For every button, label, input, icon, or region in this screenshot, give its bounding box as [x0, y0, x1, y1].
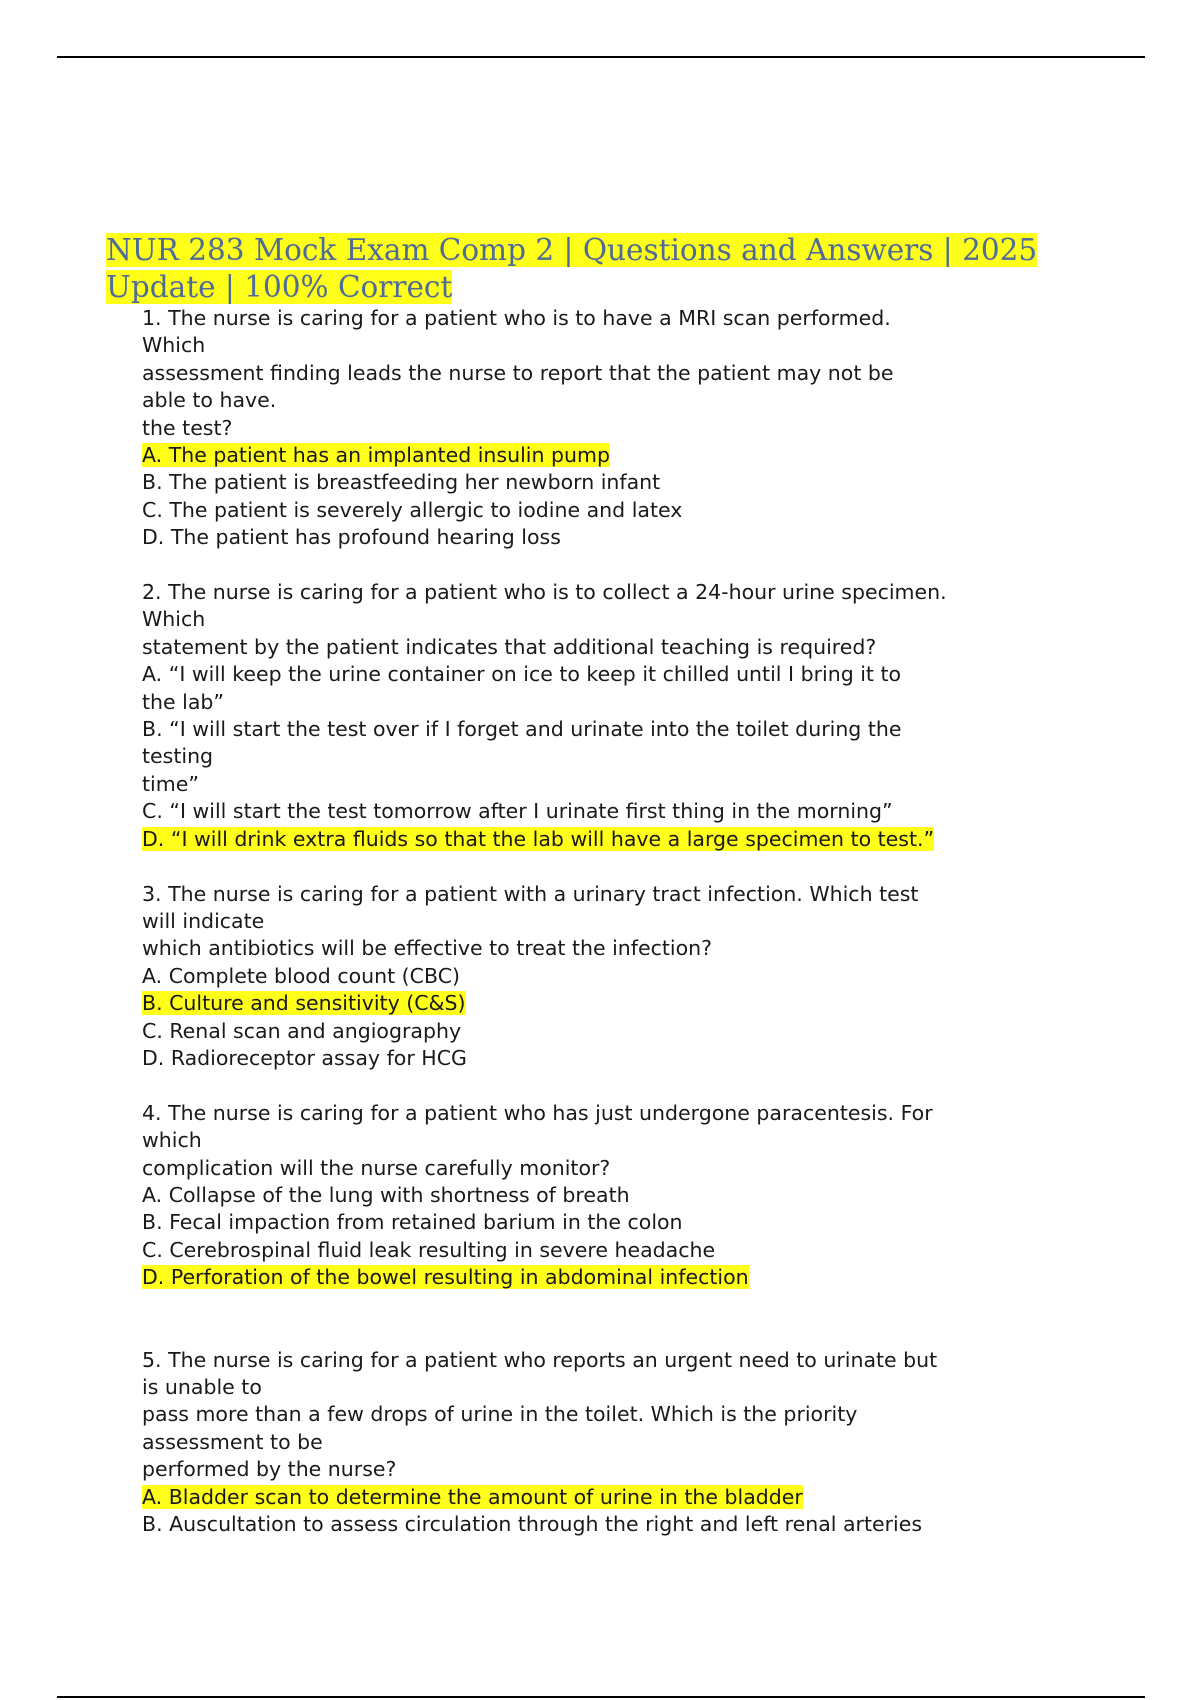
- question-stem-line: is unable to: [142, 1374, 262, 1399]
- question-stem-line: assessment finding leads the nurse to report that the patient may not be: [142, 360, 894, 385]
- question-stem-line: performed by the nurse?: [142, 1457, 397, 1482]
- answer-option-b-cont: time”: [142, 771, 199, 796]
- question-stem-line: 5. The nurse is caring for a patient who reports an urgent need to urinate but: [142, 1347, 938, 1372]
- answer-option-b: B. Auscultation to assess circulation through the right and left renal arteries: [142, 1512, 923, 1537]
- answer-option-a: A. Collapse of the lung with shortness of breath: [142, 1182, 630, 1207]
- answer-option-d: D. Radioreceptor assay for HCG: [142, 1045, 467, 1070]
- question-stem-line: the test?: [142, 415, 233, 440]
- answer-option-b: B. The patient is breastfeeding her newborn infant: [142, 470, 661, 495]
- question-stem-line: Which: [142, 607, 206, 632]
- answer-option-a-correct: A. Bladder scan to determine the amount of urine in the bladder: [142, 1484, 803, 1509]
- question-stem-line: pass more than a few drops of urine in the toilet. Which is the priority: [142, 1402, 858, 1427]
- answer-option-c: C. Cerebrospinal fluid leak resulting in severe headache: [142, 1237, 716, 1262]
- answer-option-c: C. The patient is severely allergic to iodine and latex: [142, 497, 683, 522]
- answer-option-a: A. Complete blood count (CBC): [142, 963, 461, 988]
- answer-option-c: C. Renal scan and angiography: [142, 1018, 462, 1043]
- answer-option-a-cont: the lab”: [142, 689, 225, 714]
- question-stem-line: 3. The nurse is caring for a patient with a urinary tract infection. Which test: [142, 881, 919, 906]
- answer-option-c: C. “I will start the test tomorrow after I urinate first thing in the morning”: [142, 799, 893, 824]
- answer-option-d-correct: D. “I will drink extra fluids so that the lab will have a large specimen to test.”: [142, 826, 935, 851]
- answer-option-d: D. The patient has profound hearing loss: [142, 525, 561, 550]
- question-stem-line: Which: [142, 333, 206, 358]
- question-stem-line: able to have.: [142, 388, 277, 413]
- question-stem-line: which: [142, 1128, 202, 1153]
- question-stem-line: 1. The nurse is caring for a patient who is to have a MRI scan performed.: [142, 306, 891, 330]
- question-stem-line: 2. The nurse is caring for a patient who is to collect a 24-hour urine specimen.: [142, 580, 947, 605]
- question-1: [142, 305, 1072, 552]
- answer-option-b: B. Fecal impaction from retained barium in the colon: [142, 1210, 683, 1235]
- question-stem-line: will indicate: [142, 908, 265, 933]
- question-2: [142, 579, 1072, 853]
- answer-option-b-cont: testing: [142, 744, 214, 769]
- title-line-1: NUR 283 Mock Exam Comp 2 | Questions and Answers | 2025: [106, 233, 1038, 267]
- bottom-rule: [57, 1696, 1145, 1698]
- answer-option-b: B. “I will start the test over if I forget and urinate into the toilet during the: [142, 717, 902, 742]
- answer-option-b-correct: B. Culture and sensitivity (C&S): [142, 991, 466, 1016]
- question-4: [142, 1100, 1072, 1292]
- question-stem-line: complication will the nurse carefully monitor?: [142, 1155, 611, 1180]
- top-rule: [57, 56, 1145, 58]
- answer-option-a-correct: A. The patient has an implanted insulin pump: [142, 443, 610, 468]
- document-title: [106, 232, 1086, 306]
- question-stem-line: 4. The nurse is caring for a patient who has just undergone paracentesis. For: [142, 1100, 933, 1125]
- question-5: [142, 1347, 1072, 1539]
- question-3: [142, 881, 1072, 1073]
- questions-container: [142, 305, 1072, 1538]
- answer-option-d-correct: D. Perforation of the bowel resulting in abdominal infection: [142, 1265, 749, 1290]
- question-stem-line: assessment to be: [142, 1429, 323, 1454]
- question-stem-line: statement by the patient indicates that additional teaching is required?: [142, 634, 877, 659]
- answer-option-a: A. “I will keep the urine container on ice to keep it chilled until I bring it to: [142, 662, 902, 687]
- title-line-2: Update | 100% Correct: [106, 270, 453, 304]
- question-stem-line: which antibiotics will be effective to treat the infection?: [142, 936, 713, 961]
